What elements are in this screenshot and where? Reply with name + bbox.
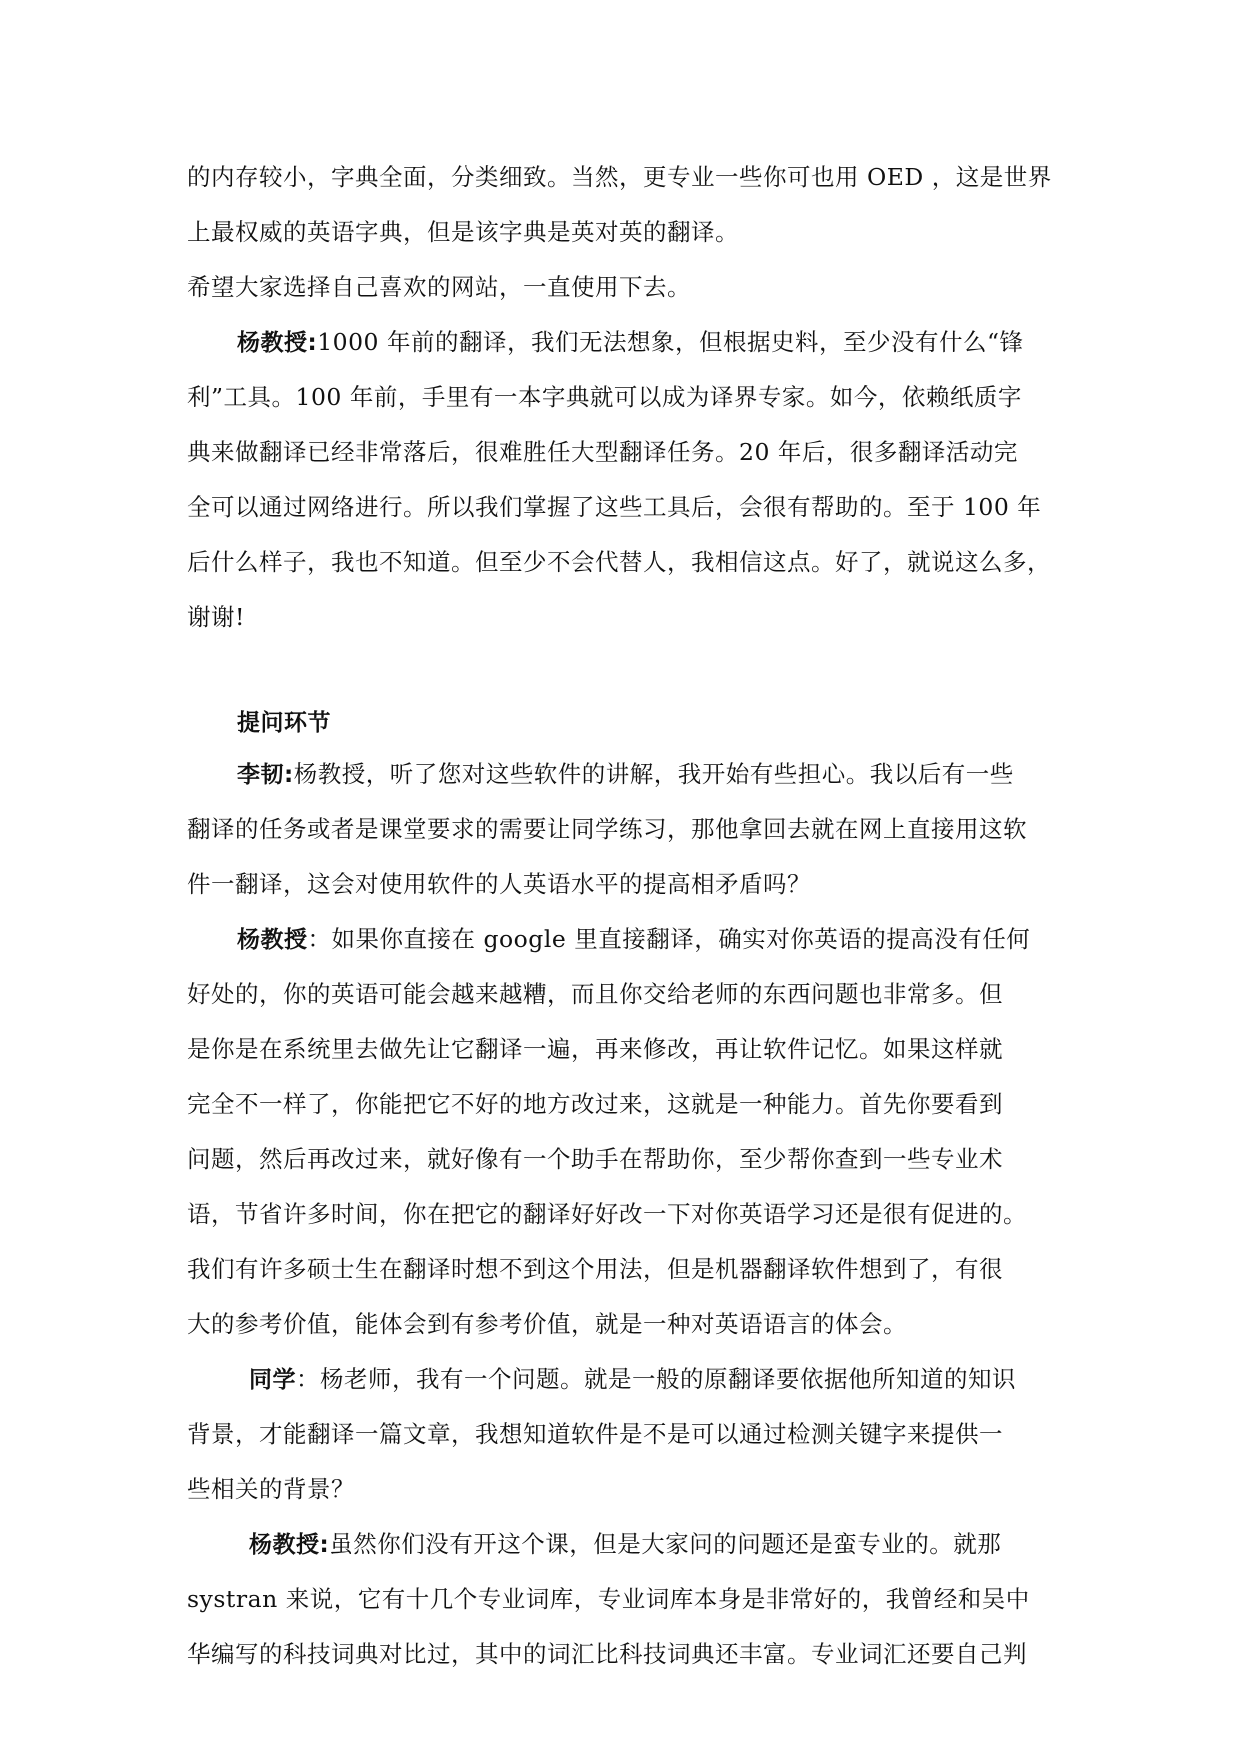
text-line: ：如果你直接在 google 里直接翻译，确实对你英语的提高没有任何 xyxy=(307,925,1031,953)
text-line: 上最权威的英语字典，但是该字典是英对英的翻译。 xyxy=(187,218,739,246)
text-line: 完全不一样了，你能把它不好的地方改过来，这就是一种能力。首先你要看到 xyxy=(187,1090,1003,1118)
text-line: 背景，才能翻译一篇文章，我想知道软件是不是可以通过检测关键字来提供一 xyxy=(187,1420,1003,1448)
section-title: 提问环节 xyxy=(237,710,331,736)
text-line: 大的参考价值，能体会到有参考价值，就是一种对英语语言的体会。 xyxy=(187,1310,907,1338)
paragraph-professor-yang-2 xyxy=(187,912,1057,1352)
text-line: 杨教授，听了您对这些软件的讲解，我开始有些担心。我以后有一些 xyxy=(293,760,1014,788)
text-line: 翻译的任务或者是课堂要求的需要让同学练习，那他拿回去就在网上直接用这软 xyxy=(187,815,1027,843)
text-line: 是你是在系统里去做先让它翻译一遍，再来修改，再让软件记忆。如果这样就 xyxy=(187,1035,1003,1063)
text-line: 问题，然后再改过来，就好像有一个助手在帮助你，至少帮你查到一些专业术 xyxy=(187,1145,1003,1173)
paragraph-professor-yang-3 xyxy=(187,1517,1057,1682)
paragraph-student xyxy=(187,1352,1057,1517)
text-line: 好处的，你的英语可能会越来越糟，而且你交给老师的东西问题也非常多。但 xyxy=(187,980,1003,1008)
text-line: 希望大家选择自己喜欢的网站，一直使用下去。 xyxy=(187,273,691,301)
paragraph-li-ren xyxy=(187,747,1057,912)
speaker-label: 李韧: xyxy=(237,762,294,788)
text-line: 件一翻译，这会对使用软件的人英语水平的提高相矛盾吗？ xyxy=(187,870,811,898)
text-line: 1000 年前的翻译，我们无法想象，但根据史料，至少没有什么“锋 xyxy=(317,328,1024,356)
text-line: systran 来说，它有十几个专业词库，专业词库本身是非常好的，我曾经和吴中 xyxy=(187,1585,1030,1613)
text-line: 语，节省许多时间，你在把它的翻译好好改一下对你英语学习还是很有促进的。 xyxy=(187,1200,1027,1228)
text-line: 虽然你们没有开这个课，但是大家问的问题还是蛮专业的。就那 xyxy=(329,1530,1002,1558)
text-line: 利”工具。100 年前，手里有一本字典就可以成为译界专家。如今，依赖纸质字 xyxy=(187,383,1022,411)
speaker-label: 同学 xyxy=(249,1367,296,1393)
text-line: 后什么样子，我也不知道。但至少不会代替人，我相信这点。好了，就说这么多， xyxy=(187,548,1051,576)
document-page xyxy=(187,150,1057,1682)
text-line: 我们有许多硕士生在翻译时想不到这个用法，但是机器翻译软件想到了，有很 xyxy=(187,1255,1003,1283)
text-line: 典来做翻译已经非常落后，很难胜任大型翻译任务。20 年后，很多翻译活动完 xyxy=(187,438,1018,466)
text-line: 华编写的科技词典对比过，其中的词汇比科技词典还丰富。专业词汇还要自己判 xyxy=(187,1640,1027,1668)
speaker-label: 杨教授: xyxy=(249,1532,330,1558)
text-line: ：杨老师，我有一个问题。就是一般的原翻译要依据他所知道的知识 xyxy=(296,1365,1016,1393)
paragraph-continuation xyxy=(187,150,1057,315)
text-line: 全可以通过网络进行。所以我们掌握了这些工具后，会很有帮助的。至于 100 年 xyxy=(187,493,1042,521)
text-line: 谢谢! xyxy=(187,603,245,631)
text-line: 的内存较小，字典全面，分类细致。当然，更专业一些你可也用 OED ，这是世界 xyxy=(187,163,1052,191)
text-line: 些相关的背景？ xyxy=(187,1475,355,1503)
speaker-label: 杨教授 xyxy=(237,927,308,953)
paragraph-professor-yang-1 xyxy=(187,315,1057,645)
speaker-label: 杨教授: xyxy=(237,330,318,356)
